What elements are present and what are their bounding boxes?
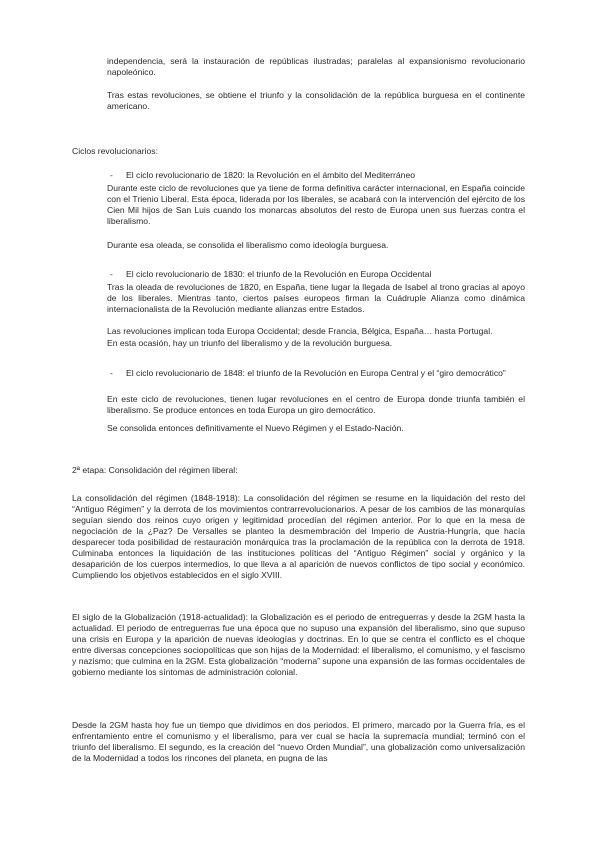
etapa-paragraph-globalizacion: El siglo de la Globalización (1918-actualidad): la Globalización es el periodo de entreguerras y desde la 2GM hasta la actualidad. El periodo de entreguerras fue una época que no supuso una expansión del liberalismo, sino que supuso una crisis en Europa y la aparición de nuevas ideologías y doctrinas. En lo que se centra el conflicto es el choque entre diversas concepciones sociopolíticas que son hijas de la Modernidad: el liberalismo, el comunismo, y el fascismo y nazismo; que culmina en la 2GM. Esta globalización “moderna” supone una expansión de las formas occidentales de gobierno mediante los síntomas de administración colonial. [72, 612, 525, 677]
ciclo-1848-body: En este ciclo de revoluciones, tienen lugar revoluciones en el centro de Europa donde triunfa también el liberalismo. Se produce entonces en toda Europa un giro democrático. [107, 394, 525, 415]
ciclo-1830-title: El ciclo revolucionario de 1830: el triunfo de la Revolución en Europa Occidental [126, 269, 432, 279]
section-heading-etapa: 2ª etapa: Consolidación del régimen liberal: [72, 465, 238, 475]
ciclo-1820-body: Durante este ciclo de revoluciones que ya tiene de forma definitiva carácter internacional, en España coincide con el Trienio Liberal. Esta época, liderada por los liberales, se acabará con la intervención del ejército de los Cien Mil hijos de San Luis cuando los monarcas absolutos del resto de Europa unen sus fuerzas contra el liberalismo. [107, 183, 525, 226]
ciclo-1848-title: El ciclo revolucionario de 1848: el triunfo de la Revolución en Europa Central y el “giro democrático” [126, 368, 506, 378]
intro-paragraph-1: independencia, será la instauración de repúblicas ilustradas; paralelas al expansionismo revolucionario napoleónico. [107, 56, 525, 77]
ciclo-1820-title: El ciclo revolucionario de 1820: la Revolución en el ámbito del Mediterráneo [126, 170, 416, 180]
ciclo-1830-body: Tras la oleada de revoluciones de 1820, en España, tiene lugar la llegada de Isabel al trono gracias al apoyo de los liberales. Mientras tanto, ciertos países europeos firman la Cuádruple Alianza como dinámica internacionalista de la Revolución mediante alianzas entre Estados. [107, 282, 525, 314]
etapa-paragraph-periodos: Desde la 2GM hasta hoy fue un tiempo que dividimos en dos periodos. El primero, marcado por la Guerra fría, es el enfrentamiento entre el comunismo y el liberalismo, para ver cual se hacía la supremacía mundial; terminó con el triunfo del liberalismo. El segundo, es la creación del “nuevo Orden Mundial”, una globalización como universalización de la Modernidad a todos los rincones del planeta, en pugna de las [72, 720, 525, 763]
list-dash: - [110, 368, 113, 378]
section-heading-ciclos: Ciclos revolucionarios: [72, 146, 158, 156]
ciclo-1830-body-2: Las revoluciones implican toda Europa Occidental; desde Francia, Bélgica, España… hasta Portugal. [107, 326, 493, 336]
list-dash: - [110, 269, 113, 279]
ciclo-1830-extra: En esta ocasión, hay un triunfo del liberalismo y de la revolución burguesa. [107, 338, 393, 348]
etapa-paragraph-consolidacion: La consolidación del régimen (1848-1918): La consolidación del régimen se resume en la liquidación del resto del “Antiguo Régimen” y la derrota de los movimientos contrarrevolucionarios. A pesar de los cambios de las monarquías seguían siendo dos reinos cuyo origen y legitimidad procedían del régimen anterior. Por lo que en la mesa de negociación de la ¿Paz? De Versalles se planteo la desmembración del Imperio de Austria-Hungría, que hacía desparecer toda posibilidad de restauración monárquica tras la proclamación de la república con la derrota de 1918. Culminaba entonces la liquidación de las instituciones políticas del “Antiguo Régimen” social y orgánico y la desaparición de los cuerpos intermedios, lo que lleva a al aparición de nuevos conflictos de tipo social y económico. Cumpliendo los objetivos establecidos en el siglo XVIII. [72, 493, 525, 580]
ciclo-1820-extra: Durante esa oleada, se consolida el liberalismo como ideología burguesa. [107, 240, 389, 250]
list-dash: - [110, 170, 113, 180]
intro-paragraph-2: Tras estas revoluciones, se obtiene el triunfo y la consolidación de la república burguesa en el continente americano. [107, 90, 525, 111]
ciclo-1848-extra: Se consolida entonces definitivamente el Nuevo Régimen y el Estado-Nación. [107, 423, 404, 433]
